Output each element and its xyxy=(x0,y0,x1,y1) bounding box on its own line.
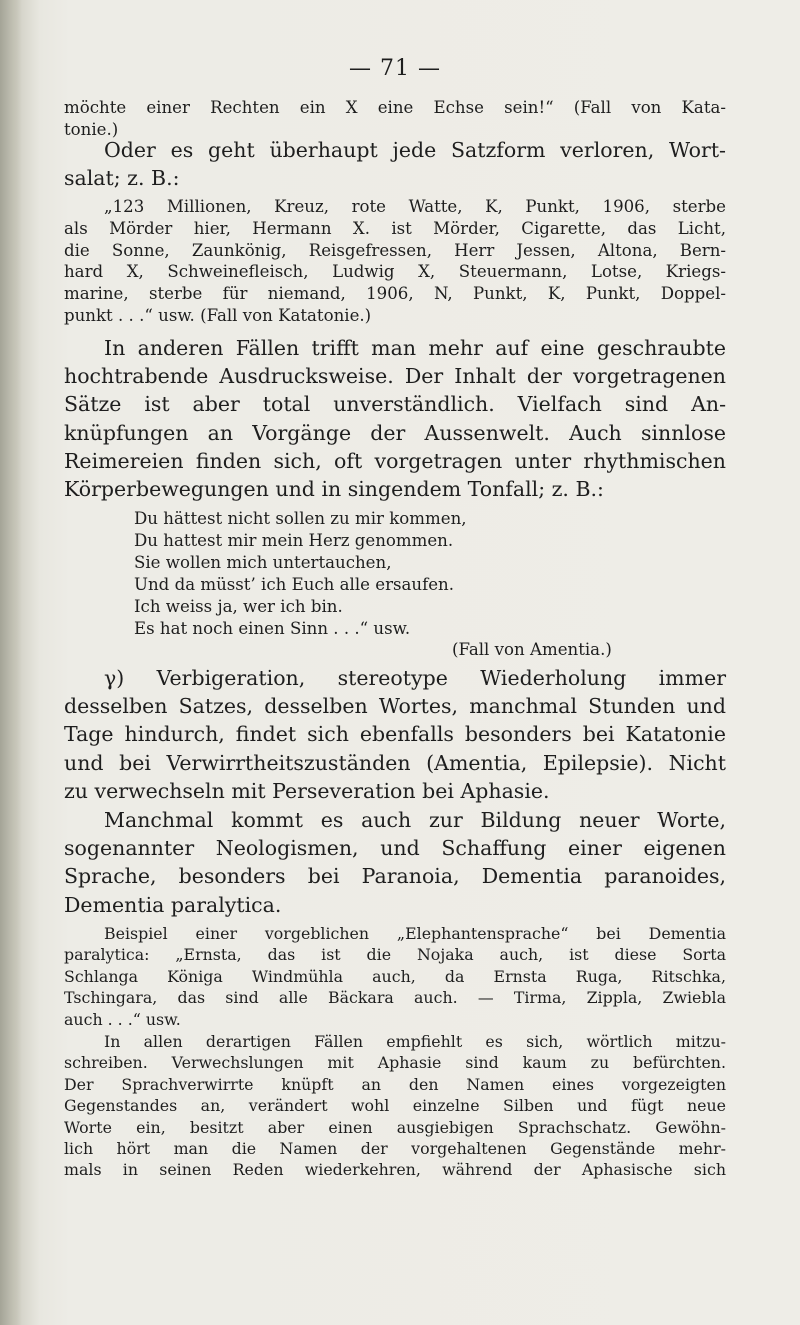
poem-verses xyxy=(64,508,726,661)
paragraph-wortsalat xyxy=(64,136,726,192)
text-line: Tschingara, das sind alle Bäckara auch. — Tirma, Zippla, Zwiebla xyxy=(64,988,726,1008)
text-line: mals in seinen Reden wiederkehren, während der Aphasische sich xyxy=(64,1160,726,1180)
text-line: desselben Satzes, desselben Wortes, manchmal Stunden und xyxy=(64,694,726,719)
text-line: Der Sprachverwirrte knüpft an den Namen eines vorgezeigten xyxy=(64,1074,726,1094)
text-line: tonie.) xyxy=(64,119,119,139)
text-line: hard X, Schweinefleisch, Ludwig X, Steuermann, Lotse, Kriegs- xyxy=(64,262,726,282)
page-number: — 71 — xyxy=(349,56,441,81)
poem-line: Es hat noch einen Sinn . . .“ usw. xyxy=(134,618,411,638)
intro-text xyxy=(64,97,726,141)
text-line: salat; z. B.: xyxy=(64,166,180,191)
text-line: möchte einer Rechten ein X eine Echse sein!“ (Fall von Kata- xyxy=(64,98,726,117)
text-line: sogenannter Neologismen, und Schaffung einer eigenen xyxy=(64,836,726,861)
poem-line: Und da müsst’ ich Euch alle ersaufen. xyxy=(134,574,455,594)
poem-line: Ich weiss ja, wer ich bin. xyxy=(134,596,343,616)
text-line: „123 Millionen, Kreuz, rote Watte, K, Punkt, 1906, sterbe xyxy=(104,197,726,216)
book-spine-shadow xyxy=(0,0,22,1325)
text-line: Manchmal kommt es auch zur Bildung neuer Worte, xyxy=(104,808,726,832)
text-line: Körperbewegungen und in singendem Tonfall; z. B.: xyxy=(64,477,604,502)
text-line: hochtrabende Ausdrucksweise. Der Inhalt der vorgetragenen xyxy=(64,364,726,389)
text-line: Sätze ist aber total unverständlich. Vielfach sind An- xyxy=(64,392,726,417)
paragraph-neologismen xyxy=(64,806,726,919)
poem-line: Du hättest nicht sollen zu mir kommen, xyxy=(134,509,467,528)
paragraph-empfehlung xyxy=(64,1031,726,1181)
poem-line: Du hattest mir mein Herz genommen. xyxy=(134,530,454,550)
text-line: marine, sterbe für niemand, 1906, N, Punkt, K, Punkt, Doppel- xyxy=(64,284,726,304)
text-line: In anderen Fällen trifft man mehr auf eine geschraubte xyxy=(104,336,726,360)
text-line: Sprache, besonders bei Paranoia, Dementia paranoides, xyxy=(64,864,726,889)
text-line: Oder es geht überhaupt jede Satzform verloren, Wort- xyxy=(104,138,726,162)
text-line: zu verwechseln mit Perseveration bei Aphasie. xyxy=(64,778,550,803)
text-line: Beispiel einer vorgeblichen „Elephantensprache“ bei Dementia xyxy=(104,924,726,943)
text-line: Gegenstandes an, verändert wohl einzelne Silben und fügt neue xyxy=(64,1096,726,1116)
poem-line: Sie wollen mich untertauchen, xyxy=(134,552,392,572)
text-line: schreiben. Verwechslungen mit Aphasie sind kaum zu befürchten. xyxy=(64,1053,726,1073)
text-line: paralytica: „Ernsta, das ist die Nojaka auch, ist diese Sorta xyxy=(64,945,726,965)
text-line: Dementia paralytica. xyxy=(64,892,282,917)
example-katatonie xyxy=(64,196,726,327)
text-line: knüpfungen an Vorgänge der Aussenwelt. Auch sinnlose xyxy=(64,420,726,445)
text-line: γ) Verbigeration, stereotype Wiederholung immer xyxy=(104,666,726,690)
text-line: Tage hindurch, findet sich ebenfalls besonders bei Katatonie xyxy=(64,722,726,747)
text-line: Schlanga Königa Windmühla auch, da Ernsta Ruga, Ritschka, xyxy=(64,966,726,986)
paragraph-hochtrabend xyxy=(64,334,726,503)
text-line: und bei Verwirrtheitszuständen (Amentia, Epilepsie). Nicht xyxy=(64,750,726,775)
text-line: lich hört man die Namen der vorgehaltenen Gegenstände mehr- xyxy=(64,1139,726,1159)
paragraph-verbigeration xyxy=(64,664,726,805)
text-line: Worte ein, besitzt aber einen ausgiebigen Sprachschatz. Gewöhn- xyxy=(64,1117,726,1137)
example-elephantensprache xyxy=(64,923,726,1030)
text-line: als Mörder hier, Hermann X. ist Mörder, Cigarette, das Licht, xyxy=(64,218,726,238)
text-line: In allen derartigen Fällen empfiehlt es sich, wörtlich mitzu- xyxy=(104,1032,726,1051)
text-line: punkt . . .“ usw. (Fall von Katatonie.) xyxy=(64,305,372,325)
text-line: die Sonne, Zaunkönig, Reisgefressen, Herr Jessen, Altona, Bern- xyxy=(64,240,726,260)
poem-source: (Fall von Amentia.) xyxy=(452,640,612,660)
text-line: Reimereien finden sich, oft vorgetragen unter rhythmischen xyxy=(64,448,726,473)
text-line: auch . . .“ usw. xyxy=(64,1009,181,1029)
